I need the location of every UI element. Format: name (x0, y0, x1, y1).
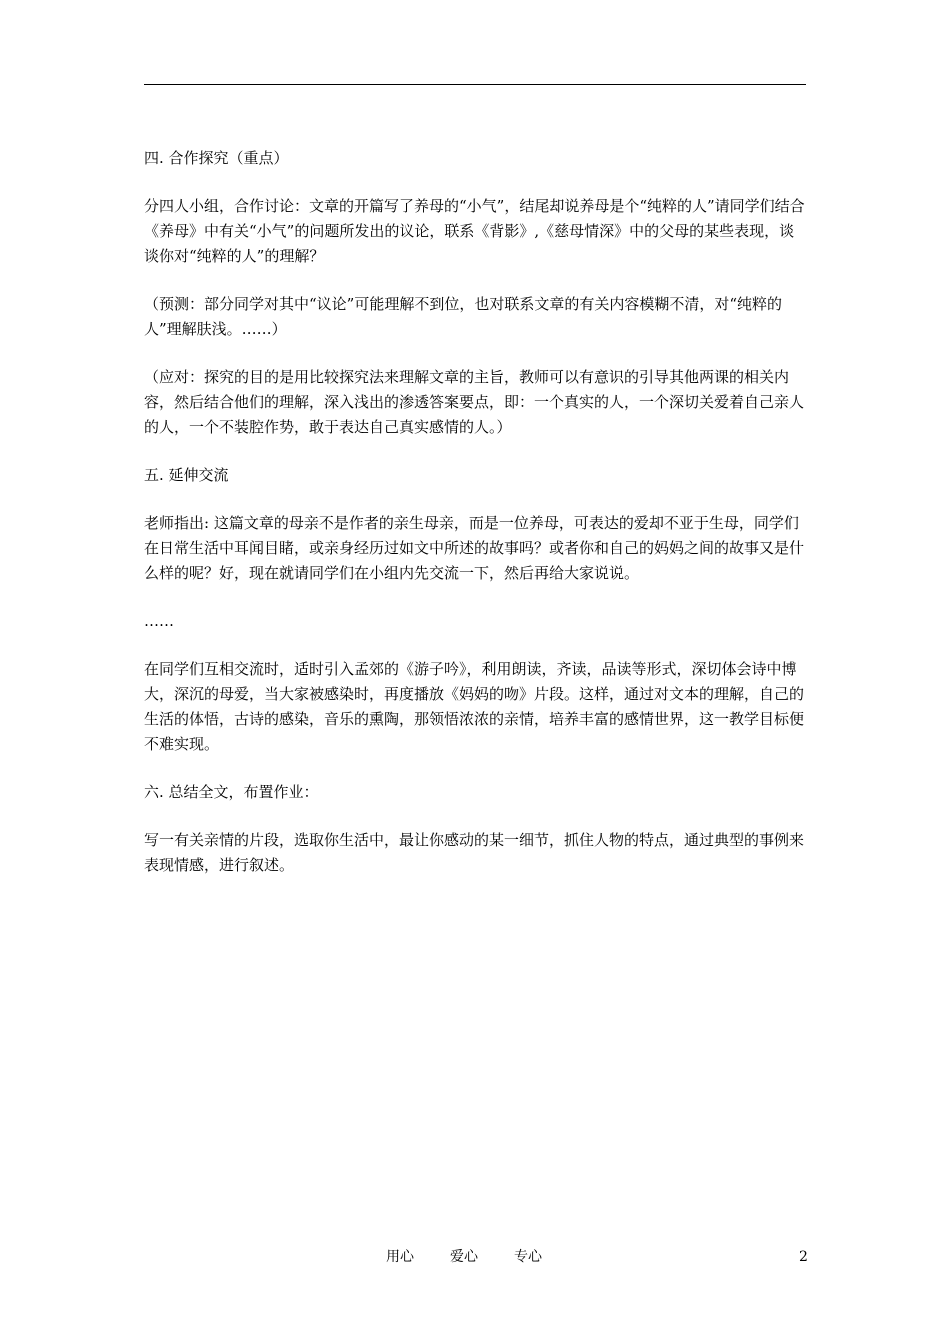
ellipsis-line: …… (144, 612, 174, 630)
footer-motto-item: 用心 (386, 1249, 414, 1265)
document-body (144, 146, 808, 901)
section-heading-6: 六. 总结全文，布置作业： (144, 783, 319, 801)
paragraph: 在同学们互相交流时，适时引入孟郊的《游子吟》，利用朗读，齐读，品读等形式，深切体会诗中博大，深沉的母爱，当大家被感染时，再度播放《妈妈的吻》片段。这样，通过对文本的理解，自己的生活的体悟，古诗的感染，音乐的熏陶，那领悟浓浓的亲情，培养丰富的感情世界，这一教学目标便不难实现。 (144, 660, 805, 753)
paragraph: 写一有关亲情的片段，选取你生活中，最让你感动的某一细节，抓住人物的特点，通过典型的事例来表现情感，进行叙述。 (144, 831, 805, 874)
page-number: 2 (799, 1249, 808, 1265)
header-rule (144, 84, 806, 85)
footer-motto (386, 1247, 542, 1267)
footer-motto-item: 专心 (514, 1249, 542, 1265)
paragraph: 老师指出: 这篇文章的母亲不是作者的亲生母亲，而是一位养母，可表达的爱却不亚于生母，同学们在日常生活中耳闻目睹，或亲身经历过如文中所述的故事吗？或者你和自己的妈妈之间的故事又是什么样的呢？好，现在就请同学们在小组内先交流一下，然后再给大家说说。 (144, 514, 805, 582)
section-heading-4: 四. 合作探究（重点） (144, 149, 289, 167)
paragraph: 分四人小组，合作讨论：文章的开篇写了养母的“小气”，结尾却说养母是个“纯粹的人”请同学们结合《养母》中有关“小气”的问题所发出的议论，联系《背影》,《慈母情深》中的父母的某些表现，谈谈你对“纯粹的人”的理解？ (144, 197, 805, 265)
footer-motto-item: 爱心 (450, 1249, 478, 1265)
paragraph: （预测：部分同学对其中“议论”可能理解不到位，也对联系文章的有关内容模糊不清，对“纯粹的人”理解肤浅。……） (144, 295, 783, 338)
paragraph: （应对：探究的目的是用比较探究法来理解文章的主旨，教师可以有意识的引导其他两课的相关内容，然后结合他们的理解，深入浅出的渗透答案要点，即：一个真实的人，一个深切关爱着自己亲人的人，一个不装腔作势，敢于表达自己真实感情的人。） (144, 368, 805, 436)
section-heading-5: 五. 延伸交流 (144, 466, 229, 484)
